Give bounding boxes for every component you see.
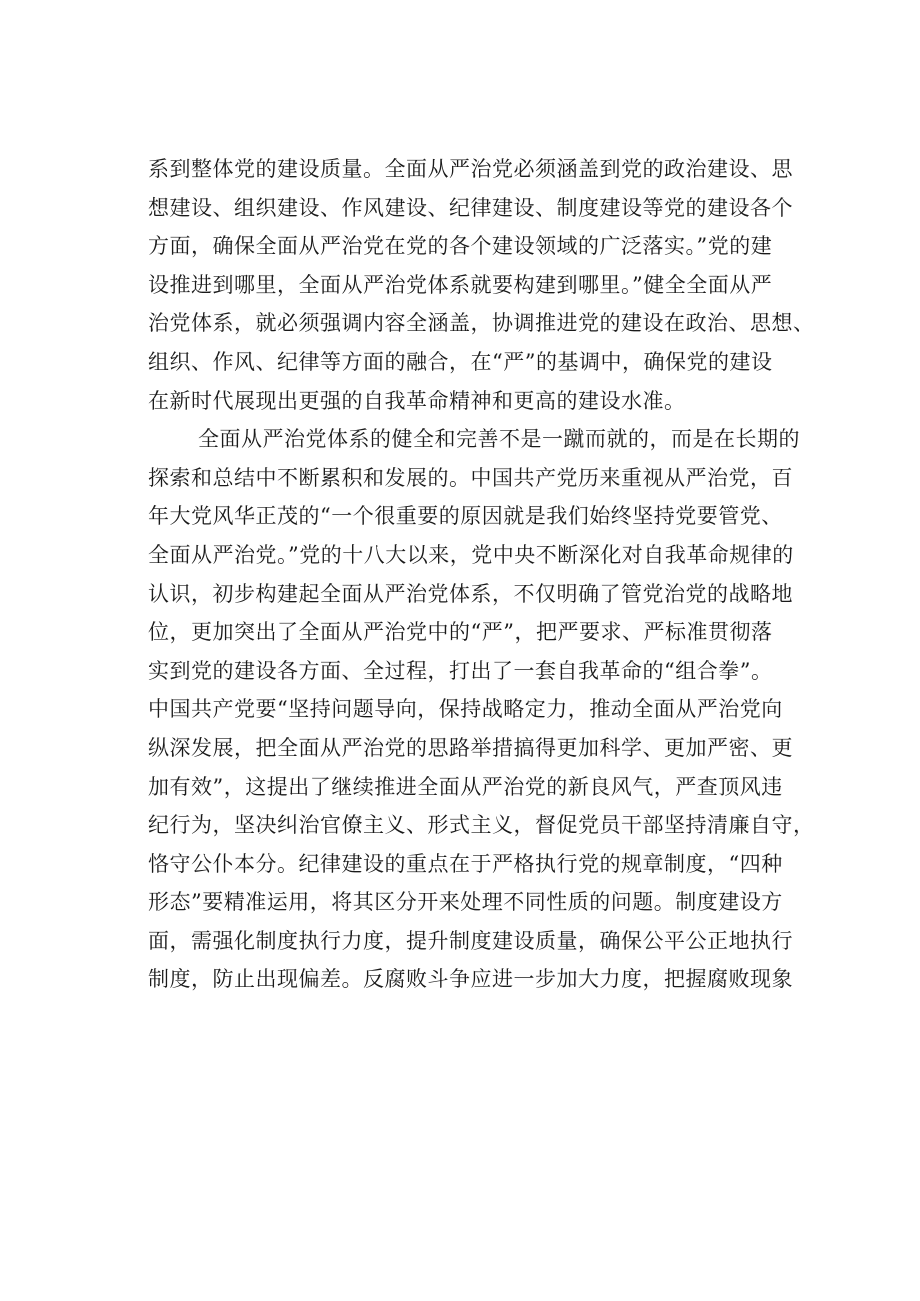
text-line: 全面从严治党。”党的十八大以来，党中央不断深化对自我革命规律的 [148,542,794,567]
text-line: 想建设、组织建设、作风建设、纪律建设、制度建设等党的建设各个 [148,195,793,220]
text-line: 系到整体党的建设质量。全面从严治党必须涵盖到党的政治建设、思 [148,157,793,181]
text-line: 恪守公仆本分。纪律建设的重点在于严格执行党的规章制度，“四种 [148,851,783,876]
text-line: 组织、作风、纪律等方面的融合，在“严”的基调中，确保党的建设 [148,349,773,374]
text-line: 实到党的建设各方面、全过程，打出了一套自我革命的“组合拳”。 [148,658,773,683]
text-line: 面，需强化制度执行力度，提升制度建设质量，确保公平公正地执行 [148,928,793,953]
text-line: 治党体系，就必须强调内容全涵盖，协调推进党的建设在政治、思想、 [148,311,815,336]
text-line: 加有效”，这提出了继续推进全面从严治党的新良风气，严查顶风违 [148,774,783,799]
body-text [148,150,815,999]
text-line: 形态”要精准运用，将其区分开来处理不同性质的问题。制度建设方 [148,890,783,915]
text-line: 认识，初步构建起全面从严治党体系，不仅明确了管党治党的战略地 [148,581,793,606]
text-line: 纵深发展，把全面从严治党的思路举措搞得更加科学、更加严密、更 [148,735,793,760]
paragraph-first-line: 全面从严治党体系的健全和完善不是一蹴而就的，而是在长期的 [198,427,800,452]
text-line: 探索和总结中不断累积和发展的。中国共产党历来重视从严治党，百 [148,465,793,490]
text-line: 制度，防止出现偏差。反腐败斗争应进一步加大力度，把握腐败现象 [148,967,793,992]
text-line: 设推进到哪里，全面从严治党体系就要构建到哪里。”健全全面从严 [148,272,773,297]
text-line: 中国共产党要“坚持问题导向，保持战略定力，推动全面从严治党向 [148,697,783,722]
text-line: 年大党风华正茂的“一个很重要的原因就是我们始终坚持党要管党、 [148,504,783,529]
text-line: 方面，确保全面从严治党在党的各个建设领域的广泛落实。”党的建 [148,234,773,259]
text-line: 位，更加突出了全面从严治党中的“严”，把严要求、严标准贯彻落 [148,620,773,645]
text-line: 在新时代展现出更强的自我革命精神和更高的建设水准。 [148,388,686,413]
text-line: 纪行为，坚决纠治官僚主义、形式主义，督促党员干部坚持清廉自守， [148,813,815,838]
